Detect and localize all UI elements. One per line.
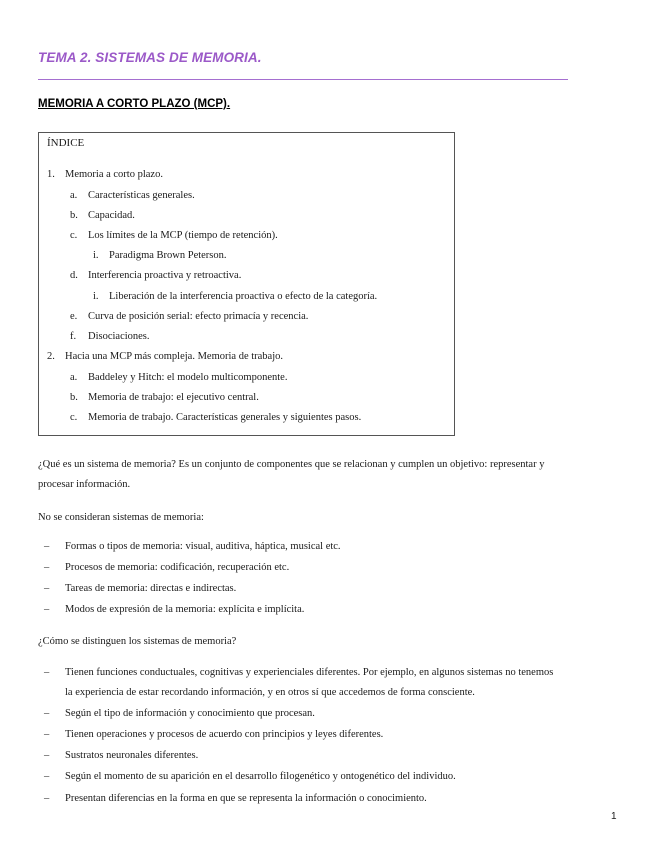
toc-item xyxy=(93,291,377,302)
toc-marker: i. xyxy=(93,250,99,261)
title-underline-rule xyxy=(38,79,568,80)
toc-marker: 1. xyxy=(47,169,55,180)
toc-item xyxy=(70,331,150,342)
toc-item xyxy=(47,351,283,362)
index-title: ÍNDICE xyxy=(47,137,85,149)
toc-text: Capacidad. xyxy=(88,210,135,221)
toc-text: Interferencia proactiva y retroactiva. xyxy=(88,270,242,281)
bullet-dash: – xyxy=(44,750,50,761)
toc-item xyxy=(70,270,241,281)
toc-text: Curva de posición serial: efecto primacía y recencia. xyxy=(88,311,309,322)
toc-item xyxy=(70,372,287,383)
bullet-dash: – xyxy=(44,667,50,678)
toc-text: Características generales. xyxy=(88,190,195,201)
bullet-text: Tareas de memoria: directas e indirectas. xyxy=(65,583,237,594)
index-box xyxy=(38,132,455,436)
toc-item xyxy=(47,169,163,180)
bullet-text: Tienen funciones conductuales, cognitivas y experienciales diferentes. Por ejemplo, en algunos sistemas no tenemos xyxy=(65,667,554,678)
bullet-dash: – xyxy=(44,708,50,719)
bullet-dash: – xyxy=(44,729,50,740)
toc-marker: c. xyxy=(70,230,78,241)
bullet-dash: – xyxy=(44,793,50,804)
toc-marker: b. xyxy=(70,392,78,403)
page-number: 1 xyxy=(611,811,617,822)
intro-paragraph-line: procesar información. xyxy=(38,479,131,490)
toc-text: Paradigma Brown Peterson. xyxy=(109,250,227,261)
toc-marker: a. xyxy=(70,372,78,383)
toc-text: Los límites de la MCP (tiempo de retención). xyxy=(88,230,278,241)
toc-item xyxy=(70,412,361,423)
toc-text: Disociaciones. xyxy=(88,331,150,342)
toc-item xyxy=(93,250,227,261)
bullet-text: Formas o tipos de memoria: visual, auditiva, háptica, musical etc. xyxy=(65,541,341,552)
bullet-text: Tienen operaciones y procesos de acuerdo con principios y leyes diferentes. xyxy=(65,729,384,740)
bullet-dash: – xyxy=(44,771,50,782)
toc-marker: 2. xyxy=(47,351,55,362)
bullet-text: Según el tipo de información y conocimiento que procesan. xyxy=(65,708,315,719)
toc-text: Memoria a corto plazo. xyxy=(65,169,163,180)
bullet-text: Procesos de memoria: codificación, recuperación etc. xyxy=(65,562,290,573)
intro-paragraph-line: ¿Qué es un sistema de memoria? Es un conjunto de componentes que se relacionan y cumplen un objetivo: representar y xyxy=(38,459,545,470)
toc-text: Memoria de trabajo. Características generales y siguientes pasos. xyxy=(88,412,362,423)
document-title: TEMA 2. SISTEMAS DE MEMORIA. xyxy=(38,50,262,65)
bullet-text: la experiencia de estar recordando información, y en otros sí que accedemos de forma consciente. xyxy=(65,687,475,698)
bullet-text: Presentan diferencias en la forma en que se representa la información o conocimiento. xyxy=(65,793,427,804)
toc-marker: c. xyxy=(70,412,78,423)
toc-marker: f. xyxy=(70,331,77,342)
toc-text: Liberación de la interferencia proactiva o efecto de la categoría. xyxy=(109,291,378,302)
toc-text: Hacia una MCP más compleja. Memoria de trabajo. xyxy=(65,351,284,362)
toc-marker: i. xyxy=(93,291,99,302)
bullet-dash: – xyxy=(44,541,50,552)
toc-item xyxy=(70,230,278,241)
toc-marker: e. xyxy=(70,311,78,322)
toc-marker: b. xyxy=(70,210,78,221)
bullet-dash: – xyxy=(44,604,50,615)
bullet-dash: – xyxy=(44,583,50,594)
toc-item xyxy=(70,210,135,221)
toc-item xyxy=(70,190,195,201)
toc-marker: a. xyxy=(70,190,78,201)
bullet-text: Modos de expresión de la memoria: explícita e implícita. xyxy=(65,604,305,615)
toc-text: Baddeley y Hitch: el modelo multicomponente. xyxy=(88,372,288,383)
bullet-text: Según el momento de su aparición en el desarrollo filogenético y ontogenético del individuo. xyxy=(65,771,456,782)
toc-marker: d. xyxy=(70,270,78,281)
bullet-dash: – xyxy=(44,562,50,573)
toc-item xyxy=(70,311,308,322)
not-systems-label: No se consideran sistemas de memoria: xyxy=(38,512,204,523)
toc-item xyxy=(70,392,259,403)
section-heading: MEMORIA A CORTO PLAZO (MCP). xyxy=(38,98,231,110)
toc-text: Memoria de trabajo: el ejecutivo central. xyxy=(88,392,259,403)
bullet-text: Sustratos neuronales diferentes. xyxy=(65,750,199,761)
distinguish-label: ¿Cómo se distinguen los sistemas de memoria? xyxy=(38,636,237,647)
